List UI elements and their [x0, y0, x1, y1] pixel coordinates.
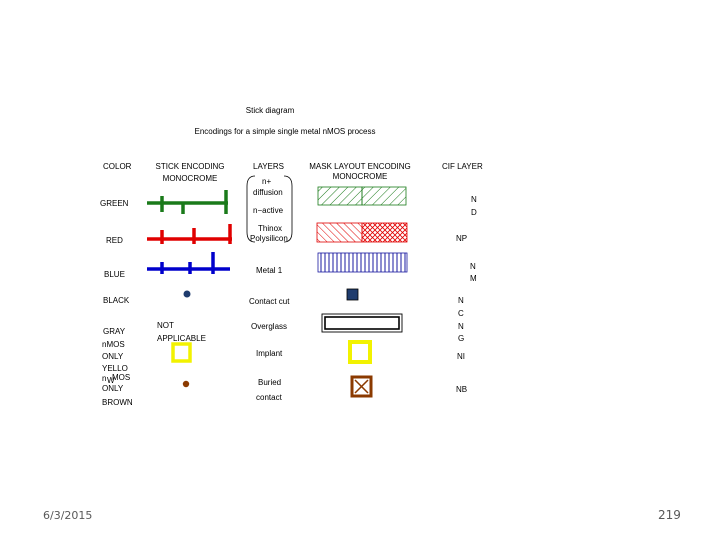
color-label-blue: BLUE [104, 270, 125, 279]
header-stick-line2: MONOCROME [162, 174, 218, 183]
layer-label-buried: Buried [258, 378, 282, 387]
color-label-yellow: YELLO [102, 364, 128, 373]
header-stick-line1: STICK ENCODING [155, 162, 225, 171]
mask-buried-contact [352, 377, 371, 396]
color-label-only: ONLY [102, 352, 124, 361]
header-color: COLOR [103, 162, 132, 171]
cif-nc-2: C [458, 309, 464, 318]
layer-label-n-plus: n+ [262, 177, 272, 186]
cif-nd-2: D [471, 208, 477, 217]
mask-diffusion-b [362, 187, 406, 205]
header-cif-layer: CIF LAYER [442, 162, 483, 171]
stick-green-diffusion [147, 190, 228, 214]
mask-metal1 [318, 253, 407, 272]
header-mask-line1: MASK LAYOUT ENCODING [309, 162, 411, 171]
cif-ng-2: G [458, 334, 465, 343]
cif-ng-1: N [458, 322, 464, 331]
cif-nd-1: N [471, 195, 477, 204]
layers-bracket-right [284, 176, 292, 242]
layer-label-implant: Implant [256, 349, 283, 358]
layer-label-metal1: Metal 1 [256, 266, 283, 275]
color-label-nmos: nMOS [102, 340, 125, 349]
mask-implant-square [350, 342, 370, 362]
stick-red-polysilicon [147, 224, 232, 244]
slide-title: Stick diagram [245, 106, 295, 115]
mask-overglass-inner [325, 317, 399, 329]
layer-label-n-active: n−active [253, 206, 284, 215]
cif-nm-1: N [470, 262, 476, 271]
color-label-red: RED [106, 236, 123, 245]
mask-contact-cut [347, 289, 358, 300]
footer-date: 6/3/2015 [43, 509, 93, 522]
cif-nm-2: M [470, 274, 477, 283]
color-label-black: BLACK [103, 296, 130, 305]
color-label-brown: BROWN [102, 398, 133, 407]
cif-nc-1: N [458, 296, 464, 305]
layer-label-contact-cut: Contact cut [249, 297, 290, 306]
color-label-n: n [102, 374, 107, 383]
stick-implant-square [173, 344, 190, 361]
layer-label-overglass: Overglass [251, 322, 288, 331]
slide-subtitle: Encodings for a simple single metal nMOS process [194, 127, 376, 136]
color-label-green: GREEN [100, 199, 129, 208]
layer-label-diffusion: diffusion [253, 188, 283, 197]
cif-ni: NI [457, 352, 465, 361]
header-mask-line2: MONOCROME [332, 172, 388, 181]
cif-nb: NB [456, 385, 468, 394]
color-label-only-2: ONLY [102, 384, 124, 393]
stick-blue-metal1 [147, 252, 230, 274]
layer-label-contact: contact [256, 393, 282, 402]
stick-buried-dot [183, 381, 189, 387]
stick-label-applicable: APPLICABLE [157, 334, 206, 343]
layer-label-thinox: Thinox [258, 224, 283, 233]
color-label-w: W [107, 376, 115, 385]
header-layers: LAYERS [253, 162, 284, 171]
mask-polysilicon-a [317, 223, 362, 242]
layer-label-polysilicon: Polysilicon [250, 234, 288, 243]
stick-contact-dot [184, 291, 191, 298]
color-label-mos: MOS [112, 373, 131, 382]
layers-bracket-left [247, 176, 255, 242]
mask-diffusion-a [318, 187, 362, 205]
cif-np: NP [456, 234, 468, 243]
mask-polysilicon-b [362, 223, 407, 242]
color-label-gray: GRAY [103, 327, 126, 336]
stick-label-not: NOT [157, 321, 174, 330]
footer-page-number: 219 [658, 508, 681, 522]
